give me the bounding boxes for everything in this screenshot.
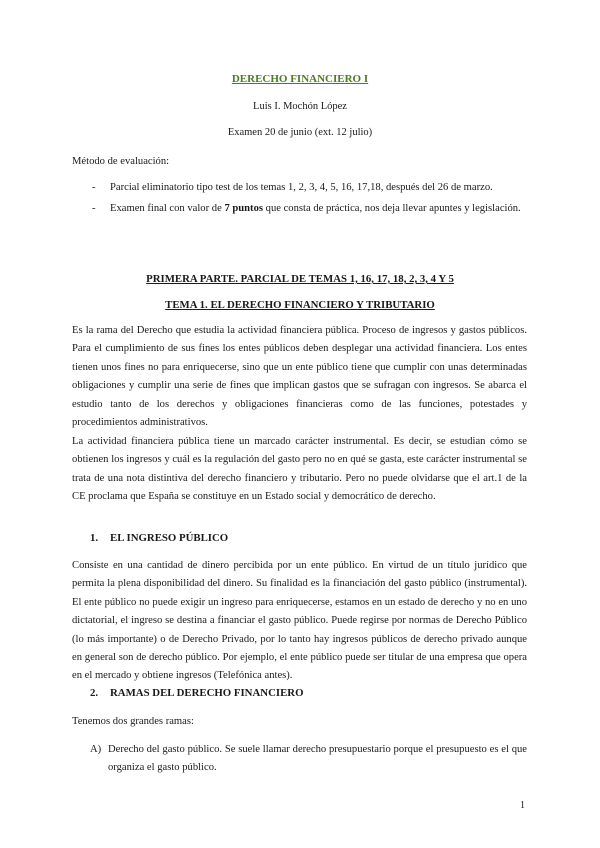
evaluation-item-1: - Parcial eliminatorio tipo test de los temas 1, 2, 3, 4, 5, 16, 17,18, después del 26 de marzo. [72,179,527,197]
page-number: 1 [520,800,525,811]
section-heading-ingreso: 1. EL INGRESO PÚBLICO [90,532,229,544]
evaluation-label: Método de evaluación: [72,156,170,167]
author-name: Luis I. Mochón López [253,101,347,112]
bold-points: 7 puntos [224,203,264,215]
list-item-a: A) Derecho del gasto público. Se suele llamar derecho presupuestario porque el presupuesto es el que organiza el gasto público. [90,744,527,774]
evaluation-item-2: - Examen final con valor de 7 puntos que consta de práctica, nos deja llevar apuntes y legislación. [72,200,527,218]
tema-heading: TEMA 1. EL DERECHO FINANCIERO Y TRIBUTARIO [165,299,435,311]
dash-marker: - [92,182,96,193]
document-title: DERECHO FINANCIERO I [231,73,369,85]
section-heading-ramas: 2. RAMAS DEL DERECHO FINANCIERO [90,687,304,699]
exam-date: Examen 20 de junio (ext. 12 julio) [227,127,373,138]
part-heading: PRIMERA PARTE. PARCIAL DE TEMAS 1, 16, 17, 18, 2, 3, 4 Y 5 [146,273,454,285]
paragraph-1: Es la rama del Derecho que estudia la actividad financiera pública. Proceso de ingresos y gastos públicos. Para el cumplimiento de sus fines los entes públicos deben desplegar una actividad financiera. Los entes tienen unos fines no para enriquecerse, sino que un ente público tiene que cumplir con unas determinadas obligaciones y cumplir una serie de fines que implican gastos que se sufragan con ingresos. Se abarca el estudio tanto de los derechos y obligaciones financieras como de las funciones, potestades y procedimientos administrativos. [72,325,527,429]
paragraph-2: La actividad financiera pública tiene un marcado carácter instrumental. Es decir, se estudian cómo se obtienen los ingresos y cuál es la regulación del gasto pero no en qué se gasta, este carácter instrumental se trata de una nota distintiva del derecho financiero y tributario. Pero no puede olvidarse que el art.1 de la CE proclama que España se constituye en un Estado social y democrático de derecho. [72,436,527,503]
section-2-intro: Tenemos dos grandes ramas: [72,716,194,727]
evaluation-list [72,179,527,219]
dash-marker: - [92,203,96,215]
section-1-text: Consiste en una cantidad de dinero percibida por un ente público. En virtud de un título jurídico que permita la plena disponibilidad del dinero. Su finalidad es la financiación del gasto público (instrumental). El ente público no puede exigir un ingreso para enriquecerse, estamos en un estado de derecho y no en uno dictatorial, el ingreso se destina a financiar el gasto público. Puede regirse por normas de Derecho Público (lo más importante) o de Derecho Privado, por lo tanto hay ingresos públicos de derecho privado aunque en general son de derecho público. Por ejemplo, el ente público puede ser titular de una empresa que opera en el mercado y obtiene ingresos (Telefónica antes). [72,560,527,682]
